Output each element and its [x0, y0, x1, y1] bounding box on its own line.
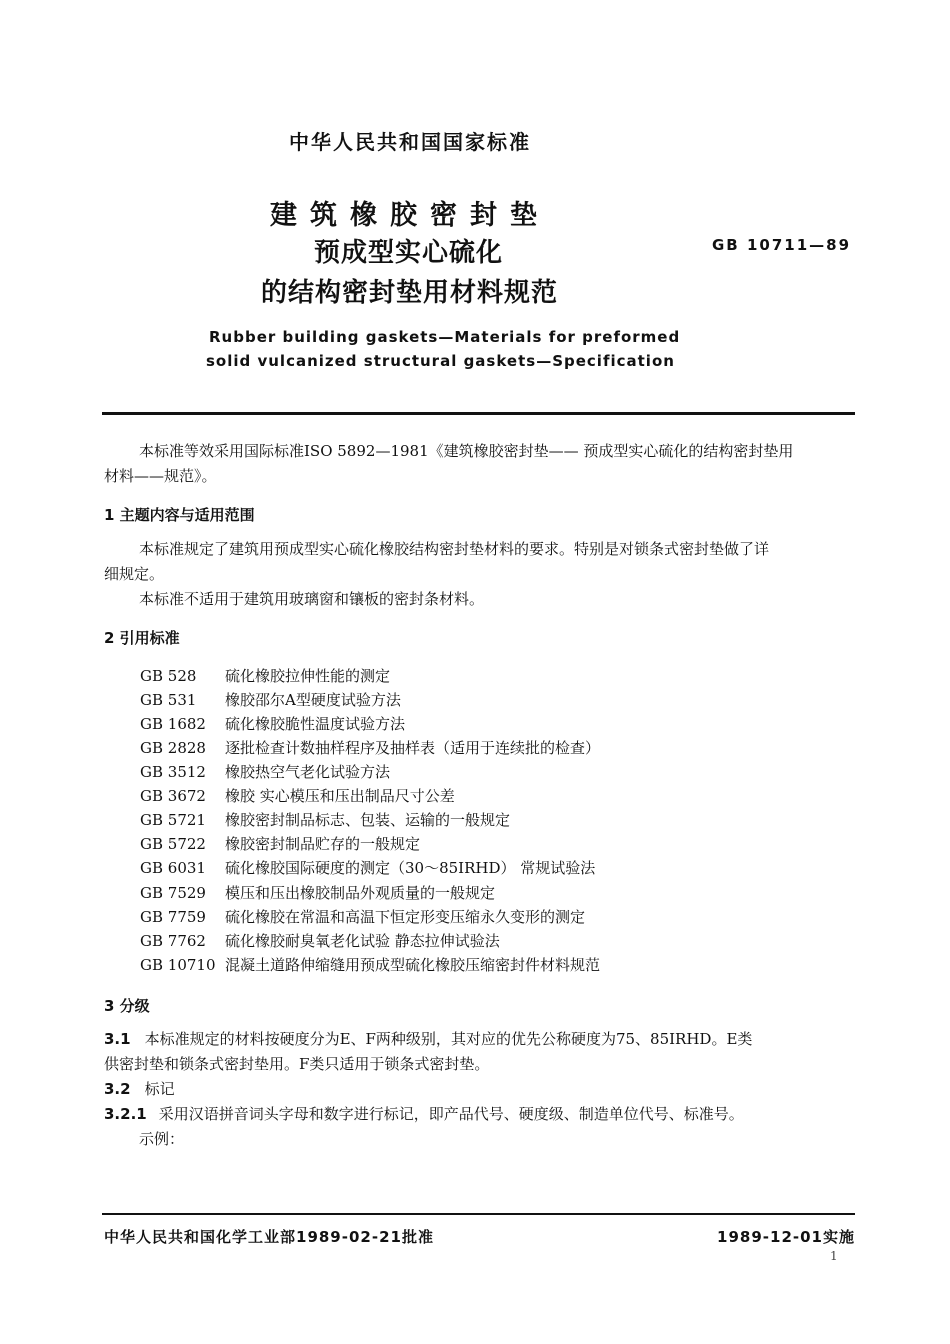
reference-title: 硫化橡胶在常温和高温下恒定形变压缩永久变形的测定 [225, 908, 586, 926]
english-title-line-2: solid vulcanized structural gaskets—Specification [206, 352, 675, 370]
reference-title: 橡胶邵尔A型硬度试验方法 [225, 691, 401, 709]
clause-number: 3.2 [104, 1080, 131, 1098]
reference-title: 硫化橡胶脆性温度试验方法 [225, 715, 406, 733]
reference-code: GB 2828 [140, 739, 206, 757]
clause-3-1-line-2: 供密封垫和锁条式密封垫用。F类只适用于锁条式密封垫。 [104, 1055, 490, 1073]
reference-code: GB 3672 [140, 787, 206, 805]
english-title-line-1: Rubber building gaskets—Materials for preformed [209, 328, 681, 346]
section-1-heading: 1 主题内容与适用范围 [104, 506, 255, 524]
reference-item [140, 761, 390, 782]
document-header: 中华人民共和国国家标准 [289, 130, 531, 154]
reference-item [140, 809, 510, 830]
implementation-date: 1989-12-01实施 [717, 1228, 855, 1246]
reference-code: GB 7762 [140, 932, 206, 950]
section-1-para-2: 本标准不适用于建筑用玻璃窗和镶板的密封条材料。 [139, 590, 485, 608]
clause-3-2 [104, 1077, 175, 1102]
reference-code: GB 7529 [140, 884, 206, 902]
reference-item [140, 665, 390, 686]
reference-title: 硫化橡胶国际硬度的测定（30～85IRHD） 常规试验法 [225, 859, 596, 877]
reference-item [140, 882, 495, 903]
clause-text: 采用汉语拼音词头字母和数字进行标记，即产品代号、硬度级、制造单位代号、标准号。 [158, 1105, 744, 1123]
reference-item [140, 930, 500, 951]
intro-line-1: 本标准等效采用国际标准ISO 5892—1981《建筑橡胶密封垫—— 预成型实心硫化的结构密封垫用 [139, 442, 794, 460]
reference-title: 混凝土道路伸缩缝用预成型硫化橡胶压缩密封件材料规范 [225, 956, 601, 974]
clause-number: 3.1 [104, 1030, 131, 1048]
reference-title: 橡胶密封制品贮存的一般规定 [225, 835, 421, 853]
reference-title: 逐批检查计数抽样程序及抽样表（适用于连续批的检查） [225, 739, 601, 757]
reference-title: 模压和压出橡胶制品外观质量的一般规定 [225, 884, 496, 902]
section-1-para-1-line-2: 细规定。 [104, 565, 165, 583]
reference-title: 橡胶热空气老化试验方法 [225, 763, 391, 781]
title-divider [102, 412, 855, 415]
clause-number: 3.2.1 [104, 1105, 147, 1123]
reference-item [140, 954, 600, 975]
example-label: 示例： [139, 1130, 185, 1148]
section-2-heading: 2 引用标准 [104, 629, 180, 647]
reference-code: GB 5722 [140, 835, 206, 853]
title-line-1: 建筑橡胶密封垫 [270, 200, 550, 231]
reference-title: 橡胶 实心模压和压出制品尺寸公差 [225, 787, 455, 805]
reference-item [140, 785, 455, 806]
section-1-para-1-line-1: 本标准规定了建筑用预成型实心硫化橡胶结构密封垫材料的要求。特别是对锁条式密封垫做了详 [139, 540, 770, 558]
clause-text: 标记 [144, 1080, 175, 1098]
clause-3-2-1 [104, 1102, 744, 1127]
title-line-3: 的结构密封垫用材料规范 [261, 278, 559, 308]
reference-code: GB 1682 [140, 715, 206, 733]
reference-item [140, 713, 405, 734]
reference-item [140, 906, 585, 927]
reference-title: 硫化橡胶拉伸性能的测定 [225, 667, 391, 685]
page-number: 1 [830, 1249, 838, 1263]
reference-title: 硫化橡胶耐臭氧老化试验 静态拉伸试验法 [225, 932, 500, 950]
reference-code: GB 10710 [140, 956, 216, 974]
reference-code: GB 3512 [140, 763, 206, 781]
approval-date: 中华人民共和国化学工业部1989-02-21批准 [104, 1228, 434, 1246]
title-line-2: 预成型实心硫化 [314, 238, 504, 268]
reference-code: GB 528 [140, 667, 197, 685]
standard-code: GB 10711—89 [712, 236, 852, 254]
section-3-heading: 3 分级 [104, 997, 150, 1015]
clause-text: 本标准规定的材料按硬度分为E、F两种级别，其对应的优先公称硬度为75、85IRHD。E类 [144, 1030, 753, 1048]
reference-item [140, 833, 420, 854]
reference-item [140, 689, 401, 710]
clause-3-1-line-1 [104, 1027, 752, 1052]
footer-divider [102, 1213, 855, 1215]
reference-code: GB 7759 [140, 908, 206, 926]
reference-code: GB 6031 [140, 859, 206, 877]
reference-item [140, 857, 595, 878]
reference-code: GB 531 [140, 691, 197, 709]
reference-title: 橡胶密封制品标志、包装、运输的一般规定 [225, 811, 511, 829]
reference-code: GB 5721 [140, 811, 206, 829]
intro-line-2: 材料——规范》。 [104, 467, 217, 485]
reference-item [140, 737, 600, 758]
